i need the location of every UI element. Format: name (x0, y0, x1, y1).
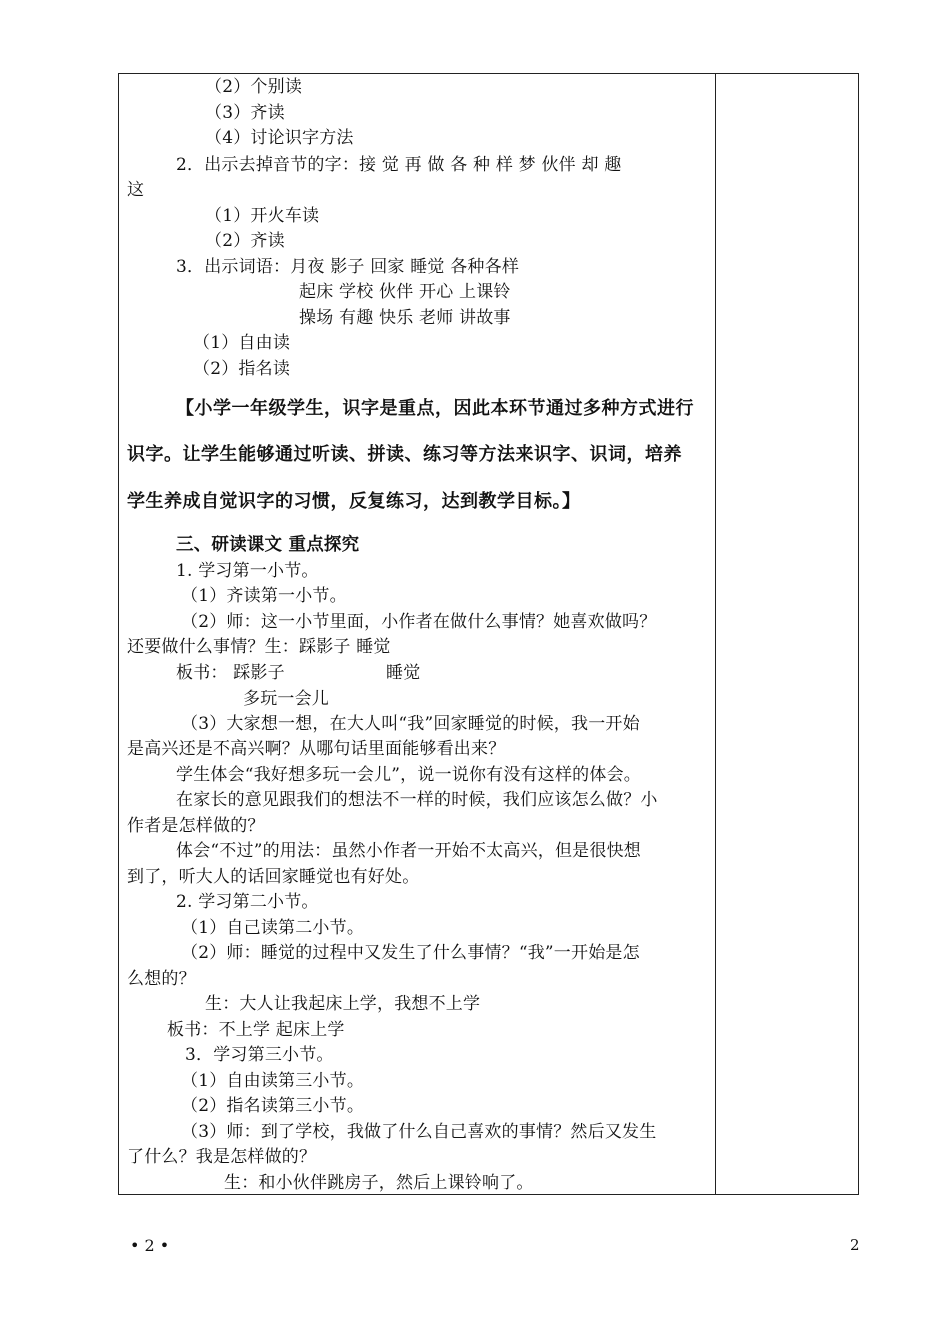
text-line: 操场 有趣 快乐 老师 讲故事 (299, 308, 511, 328)
text-line: 作者是怎样做的？ (127, 816, 265, 836)
text-line: 2．出示去掉音节的字：接 觉 再 做 各 种 样 梦 伙伴 却 趣 (176, 155, 622, 175)
board-text: 多玩一会儿 (243, 689, 329, 709)
text-line: （3）大家想一想，在大人叫“我”回家睡觉的时候，我一开始 (181, 714, 640, 734)
page-number-footer-left: • 2 • (130, 1236, 170, 1255)
text-line: （1）自由读 (193, 333, 291, 353)
section-heading: 三、研读课文 重点探究 (176, 535, 360, 555)
text-line: （3）师：到了学校，我做了什么自己喜欢的事情？然后又发生 (181, 1122, 657, 1142)
text-line: 到了，听大人的话回家睡觉也有好处。 (127, 867, 420, 887)
text-line: 体会“不过”的用法：虽然小作者一开始不太高兴，但是很快想 (176, 841, 641, 861)
text-line: （2）个别读 (205, 77, 303, 97)
text-line: （1）齐读第一小节。 (181, 586, 347, 606)
column-divider (715, 74, 716, 1194)
board-text: 板书： 踩影子 (176, 663, 285, 683)
lesson-content (119, 74, 715, 1194)
text-line: 还要做什么事情？生：踩影子 睡觉 (127, 637, 391, 657)
teaching-note: 识字。让学生能够通过听读、拼读、练习等方法来识字、识词，培养 (127, 444, 682, 465)
teaching-note: 学生养成自觉识字的习惯，反复练习，达到教学目标。】 (127, 491, 581, 512)
text-line: 在家长的意见跟我们的想法不一样的时候，我们应该怎么做？小 (176, 790, 658, 810)
text-line: （2）指名读第三小节。 (181, 1096, 365, 1116)
text-line: 2. 学习第二小节。 (176, 892, 319, 912)
text-line: 了什么？我是怎样做的？ (127, 1147, 317, 1167)
text-line: 生：和小伙伴跳房子，然后上课铃响了。 (224, 1173, 534, 1193)
text-line: 生：大人让我起床上学，我想不上学 (205, 994, 481, 1014)
text-line: （2）师：这一小节里面，小作者在做什么事情？她喜欢做吗？ (181, 612, 657, 632)
text-line: （1）自己读第二小节。 (181, 918, 365, 938)
text-line: （1）开火车读 (205, 206, 320, 226)
lesson-table (118, 73, 859, 1195)
text-line: 1. 学习第一小节。 (176, 561, 319, 581)
text-line: 3．出示词语：月夜 影子 回家 睡觉 各种各样 (176, 257, 520, 277)
text-line: （1）自由读第三小节。 (181, 1071, 365, 1091)
text-line: 是高兴还是不高兴啊？从哪句话里面能够看出来？ (127, 739, 506, 759)
text-line: 这 (127, 180, 145, 200)
teaching-note: 【小学一年级学生，识字是重点，因此本环节通过多种方式进行 (176, 398, 694, 419)
text-line: 学生体会“我好想多玩一会儿”，说一说你有没有这样的体会。 (176, 765, 641, 785)
text-line: （2）师：睡觉的过程中又发生了什么事情？“我”一开始是怎 (181, 943, 640, 963)
text-line: （3）齐读 (205, 103, 285, 123)
page-number-footer-right: 2 (850, 1236, 860, 1254)
text-line: （2）指名读 (193, 359, 291, 379)
text-line: （4）讨论识字方法 (205, 128, 354, 148)
board-text: 板书：不上学 起床上学 (167, 1020, 345, 1040)
text-line: 3．学习第三小节。 (185, 1045, 334, 1065)
text-line: 么想的？ (127, 969, 196, 989)
text-line: 起床 学校 伙伴 开心 上课铃 (299, 282, 511, 302)
text-line: （2）齐读 (205, 231, 285, 251)
board-text: 睡觉 (386, 663, 421, 683)
